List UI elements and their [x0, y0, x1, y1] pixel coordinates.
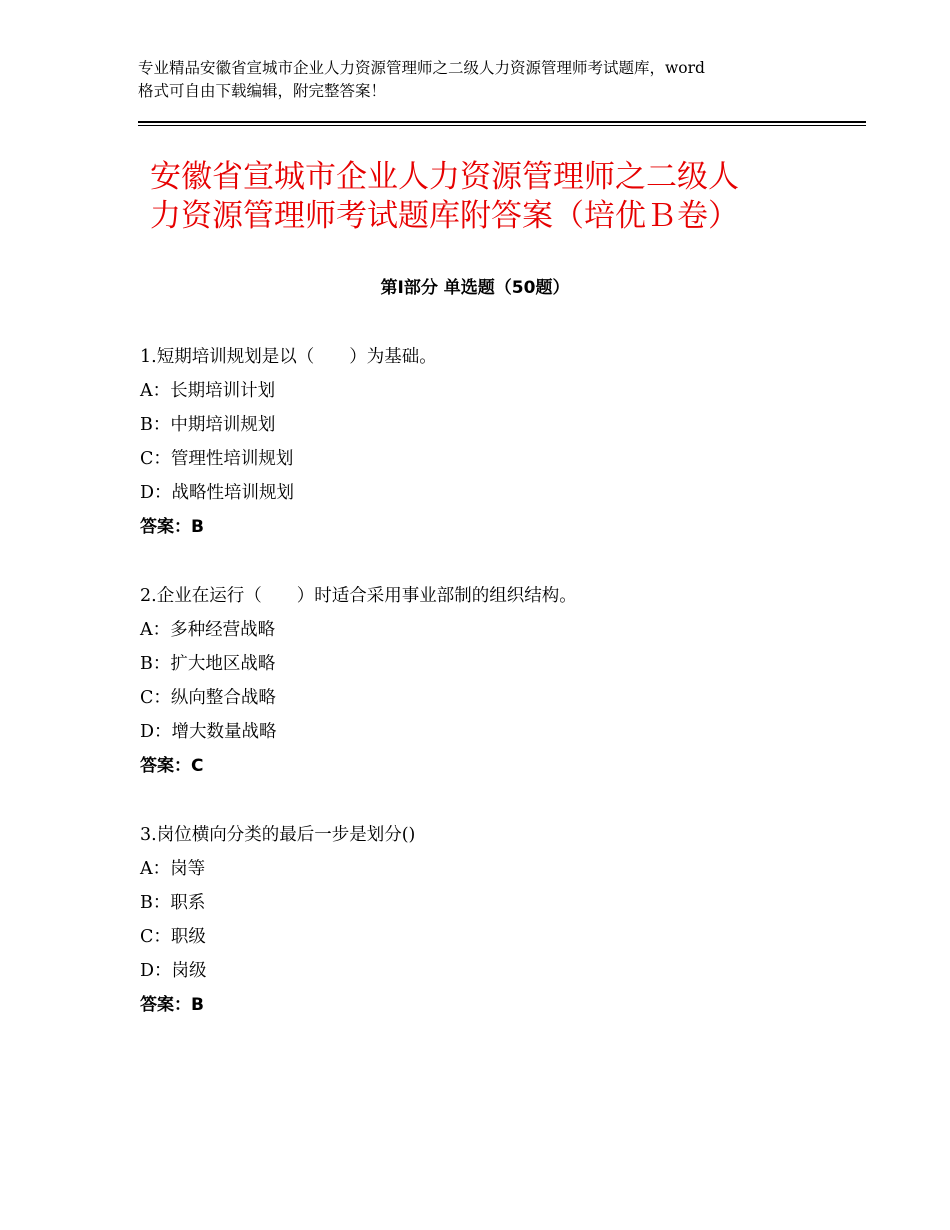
option-c: C：纵向整合战略 — [140, 688, 276, 708]
option-d: D：战略性培训规划 — [140, 483, 295, 503]
option-a: A：多种经营战略 — [140, 620, 276, 640]
option-c: C：管理性培训规划 — [140, 449, 294, 469]
header-rule-thin — [138, 125, 866, 126]
section-heading: 第Ⅰ部分 单选题（50题） — [380, 278, 570, 298]
option-b: B：扩大地区战略 — [140, 654, 276, 674]
header-rule-thick — [138, 121, 866, 123]
question-2 — [140, 579, 860, 783]
option-b: B：中期培训规划 — [140, 415, 276, 435]
question-stem: 1.短期培训规划是以（ ）为基础。 — [140, 347, 437, 367]
document-title — [150, 158, 840, 236]
option-c: C：职级 — [140, 927, 206, 947]
option-d: D：岗级 — [140, 961, 207, 981]
question-stem: 3.岗位横向分类的最后一步是划分() — [140, 825, 416, 845]
header-note — [138, 57, 828, 103]
option-a: A：岗等 — [140, 859, 206, 879]
option-a: A：长期培训计划 — [140, 381, 276, 401]
document-title-line2: 力资源管理师考试题库附答案（培优Ｂ卷） — [150, 198, 739, 234]
option-d: D：增大数量战略 — [140, 722, 277, 742]
header-note-line2: 格式可自由下载编辑，附完整答案！ — [138, 82, 387, 100]
answer: 答案：B — [140, 995, 204, 1015]
document-title-line1: 安徽省宣城市企业人力资源管理师之二级人 — [150, 159, 739, 195]
question-stem: 2.企业在运行（ ）时适合采用事业部制的组织结构。 — [140, 586, 577, 606]
answer: 答案：B — [140, 517, 204, 537]
header-note-line1: 专业精品安徽省宣城市企业人力资源管理师之二级人力资源管理师考试题库，word — [138, 59, 705, 77]
option-b: B：职系 — [140, 893, 206, 913]
question-1 — [140, 340, 860, 544]
question-3 — [140, 818, 860, 1022]
answer: 答案：C — [140, 756, 204, 776]
